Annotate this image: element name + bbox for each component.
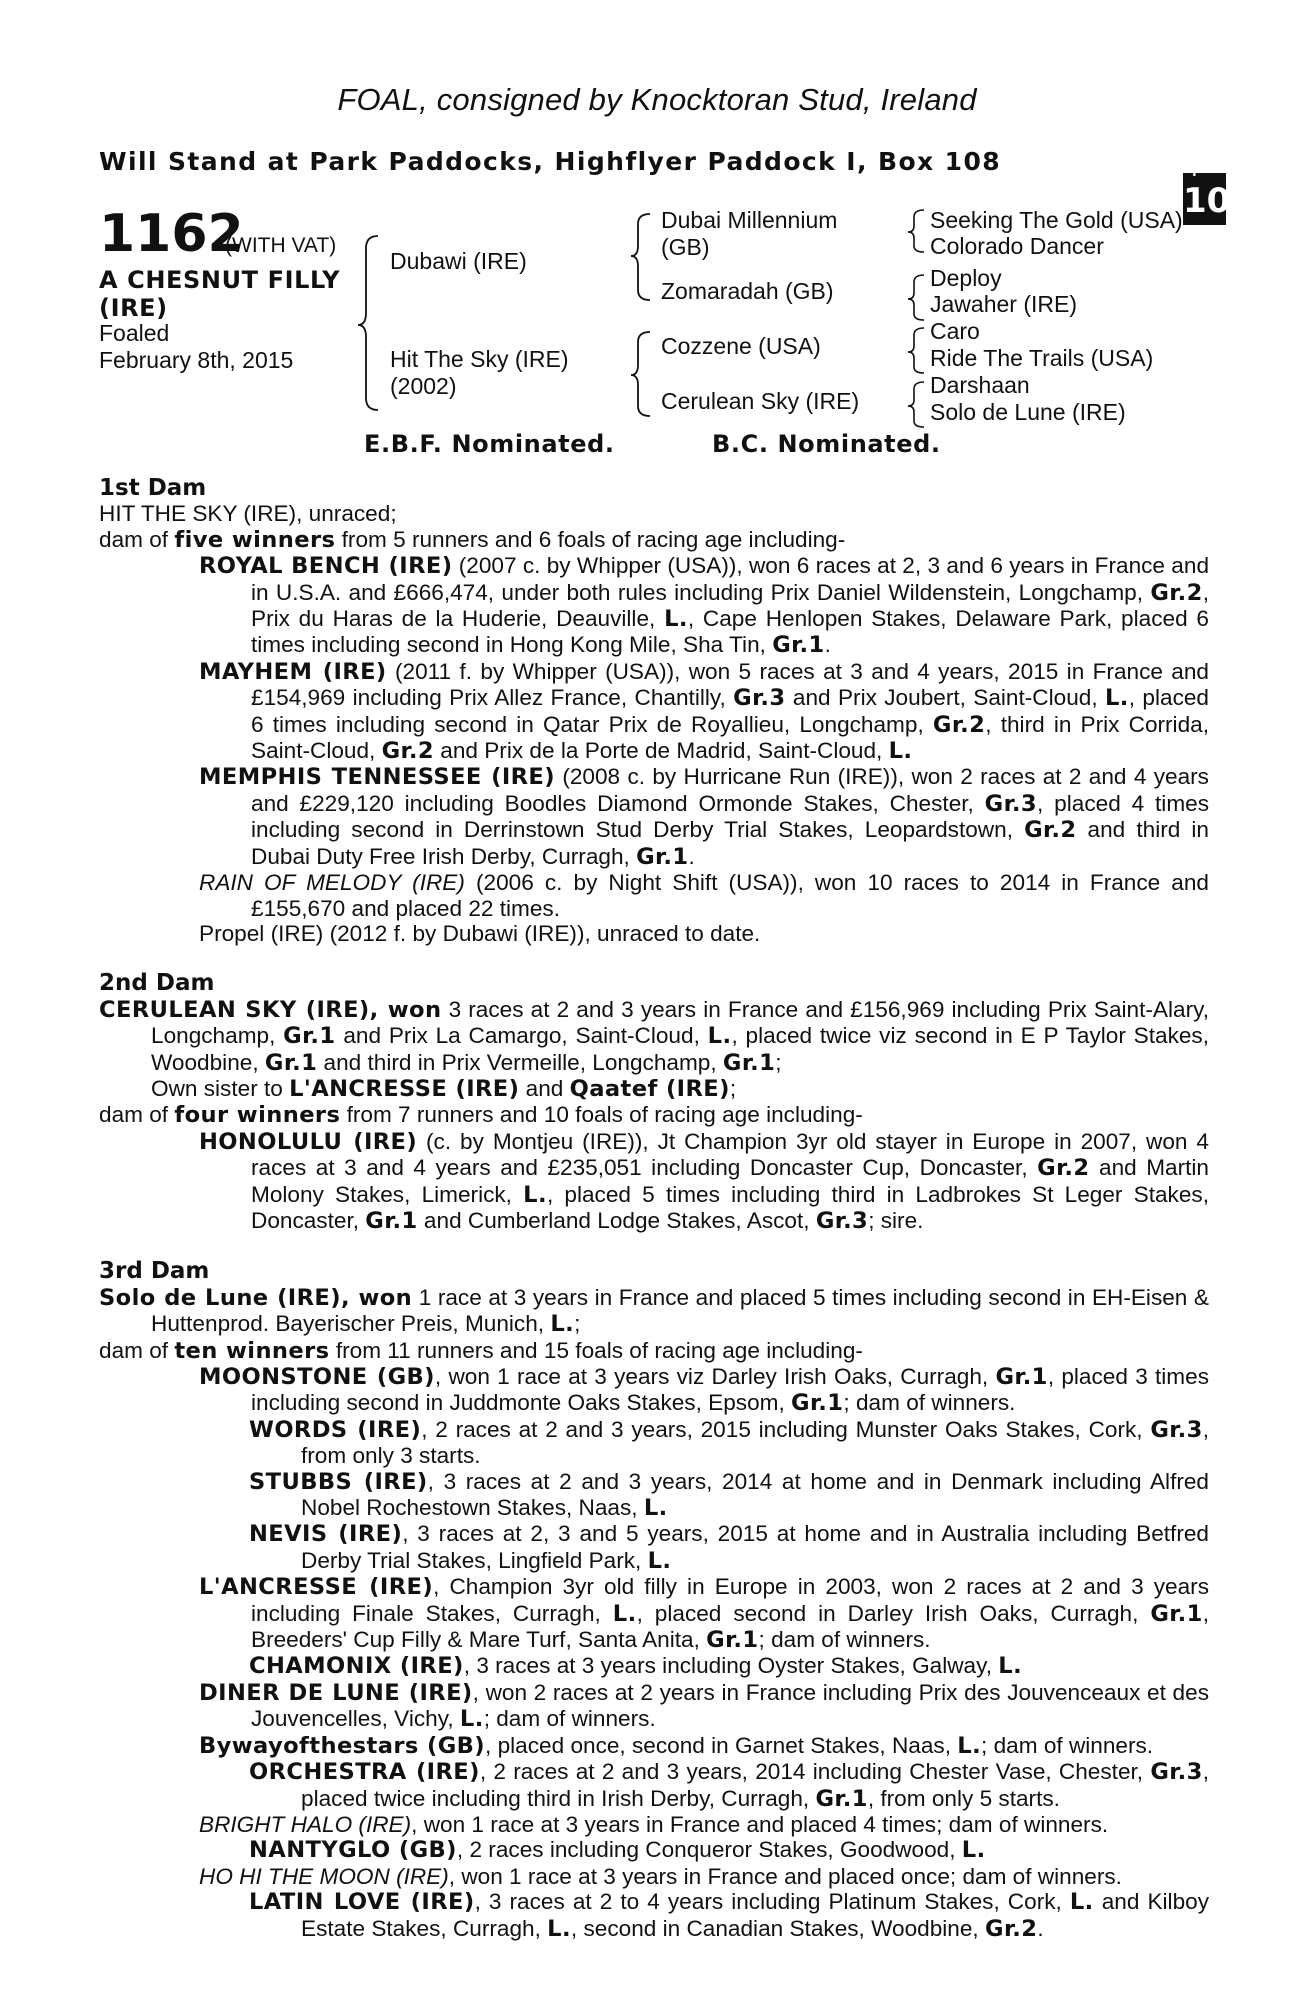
entry-text: , 2 races at 2 and 3 years, 2015 including Munster Oaks Stakes, Cork, [421,1416,1151,1442]
sister-end: ; [729,1075,737,1101]
ped-dam [390,346,569,400]
entry-text: , 3 races at 3 years including Oyster Stakes, Galway, [463,1653,999,1679]
grade: L. [612,1600,637,1627]
entry-text: , from only 3 starts. [301,1416,1209,1469]
produce-orchestra [99,1759,1209,1812]
ped-sire: Dubawi (IRE) [390,248,527,274]
second-dam-section [99,971,1209,1234]
entry-text: , placed 3 times including second in Juddmonte Oaks Stakes, Epsom, [251,1364,1209,1416]
grade: Gr.2 [932,711,986,738]
badge-plus: + [1186,157,1203,181]
grade: L. [647,1547,672,1574]
grade: L. [643,1495,668,1522]
produce-chamonix [99,1653,1209,1679]
entry-text: 3 races at 2 and 3 years in France and £156,969 including Prix Saint-Alary, Longchamp, [151,996,1209,1049]
entry-text: ; dam of winners. [758,1627,931,1653]
grade: Gr.1 [706,1627,759,1654]
entry-text: , won 2 races at 2 years in France including Prix des Jouvenceaux et des Jouvencelles, Vichy, [251,1679,1209,1732]
horse-name: Bywayofthestars (GB) [199,1732,486,1759]
produce-moonstone [99,1364,1209,1417]
ped-sds: Deploy [930,265,1002,291]
sister-name: L'ANCRESSE (IRE) [289,1075,520,1102]
produce-nevis [99,1521,1209,1574]
horse-name: BRIGHT HALO (IRE) [199,1811,412,1837]
produce-ho-hi-the-moon [99,1864,1209,1889]
entry-text: ; dam of winners. [981,1732,1154,1758]
horse-name: HO HI THE MOON (IRE) [199,1863,449,1889]
produce-stubbs [99,1469,1209,1522]
produce-rain-of-melody [99,870,1209,921]
entry-text: (c. by Montjeu (IRE)), Jt Champion 3yr old stayer in Europe in 2007, won 4 races at 3 and 4 years and £235,051 including Doncaster Cup, Doncaster, [251,1128,1209,1181]
produce-suffix: from 7 runners and 10 foals of racing age including- [340,1102,863,1128]
sister-name: Qaatef (IRE) [569,1075,730,1102]
produce-prefix: dam of [99,526,175,552]
entry-text: . [688,843,695,869]
produce-words [99,1417,1209,1469]
entry-text: 1 race at 3 years in France and placed 5 times including second in EH-Eisen & Huttenprod. Bayerischer Preis, Munich, [151,1284,1209,1337]
produce-royal-bench [99,553,1209,659]
horse-name-line1: A CHESNUT FILLY [99,266,341,294]
first-dam-produce-summary [99,527,1209,553]
produce-propel: Propel (IRE) (2012 f. by Dubawi (IRE)), unraced to date. [199,920,761,946]
entry-text: (2007 c. by Whipper (USA)), won 6 races at 2, 3 and 6 years in France and in U.S.A. and £666,474, under both rules including Prix Daniel Wildenstein, Longchamp, [251,553,1210,605]
produce-latin-love [99,1889,1209,1942]
entry-text: , placed second in Darley Irish Oaks, Curragh, [636,1600,1151,1626]
ped-dam-name: Hit The Sky (IRE) [390,346,569,372]
grade: Gr.1 [365,1207,418,1234]
horse-name-line2: (IRE) [99,294,168,322]
entry-text: , placed twice viz second in E P Taylor Stakes, Woodbine, [151,1023,1210,1075]
entry-text: and Kilboy Estate Stakes, Curragh, [301,1889,1209,1941]
entry-text: ; sire. [868,1207,924,1233]
entry-text: and third in Dubai Duty Free Irish Derby, Curragh, [251,817,1209,869]
horse-name: CHAMONIX (IRE) [249,1653,464,1680]
section-gap [99,1234,1209,1259]
bc-nominated: B.C. Nominated. [712,430,941,458]
grade: Gr.2 [1037,1155,1090,1182]
grade: Gr.1 [995,1364,1048,1390]
horse-name: LATIN LOVE (IRE) [249,1889,475,1916]
produce-count: ten winners [174,1337,330,1364]
grade: Gr.1 [815,1785,868,1812]
entry-text: ; dam of winners. [483,1706,656,1732]
grade: Gr.1 [772,632,825,659]
grade: Gr.1 [636,843,689,870]
entry-text: , Champion 3yr old filly in Europe in 2003, won 2 races at 2 and 3 years including Finale Stakes, Curragh, [251,1574,1209,1626]
foaled-date: February 8th, 2015 [99,347,294,373]
grade: Gr.2 [381,738,434,765]
entry-text: , placed 4 times including second in Derrinstown Stud Derby Trial Stakes, Leopardstown, [251,790,1210,843]
produce-bywayofthestars [99,1733,1209,1759]
grade: Gr.1 [791,1390,844,1417]
won-label: , won [340,1284,413,1311]
second-dam-produce-summary [99,1102,1209,1128]
horse-name: ROYAL BENCH (IRE) [199,553,453,580]
grade: Gr.2 [1150,579,1203,606]
third-dam-produce-summary [99,1338,1209,1364]
entry-text: ; dam of winners. [843,1390,1016,1416]
produce-count: four winners [174,1102,341,1129]
ped-sss: Seeking The Gold (USA) [930,207,1183,233]
sister-and: and [519,1075,570,1101]
grade: L. [459,1706,484,1733]
produce-honolulu [99,1129,1209,1235]
entry-text: and Cumberland Lodge Stakes, Ascot, [417,1207,816,1233]
entry-text: (2008 c. by Hurricane Run (IRE)), won 2 races at 2 and 4 years and £229,120 including Boodles Diamond Ormonde Stakes, Chester, [251,764,1209,816]
entry-text: ; [574,1311,581,1337]
entry-text: , Cape Henlopen Stakes, Delaware Park, placed 6 times including second in Hong Kong Mile, Sha Tin, [251,606,1209,658]
first-dam-line1: HIT THE SKY (IRE), unraced; [99,501,397,527]
horse-name: Solo de Lune (IRE) [99,1284,341,1311]
ped-dsd: Ride The Trails (USA) [930,345,1154,371]
horse-name: HONOLULU (IRE) [199,1128,418,1155]
lot-number: 1162 [99,204,244,264]
grade: L. [1069,1889,1094,1916]
horse-name: NANTYGLO (GB) [249,1837,457,1864]
horse-name: DINER DE LUNE (IRE) [199,1679,473,1706]
entry-text: (2011 f. by Whipper (USA)), won 5 races at 3 and 4 years, 2015 in France and £154,969 including Prix Allez France, Chantilly, [251,658,1209,711]
horse-name: CERULEAN SKY (IRE) [99,996,370,1023]
grade: L. [550,1311,575,1338]
entry-text: , Prix du Haras de la Huderie, Deauville, [251,579,1209,632]
produce-nantyglo [99,1837,1209,1863]
entry-text: and third in Prix Vermeille, Longchamp, [317,1049,723,1075]
entry-text: , won 1 race at 3 years viz Darley Irish Oaks, Curragh, [434,1364,996,1389]
grade: L. [888,738,913,765]
entry-text: ; [775,1049,782,1075]
entry-text: . [824,632,831,658]
entry-text: , from only 5 starts. [867,1785,1060,1811]
horse-name: MAYHEM (IRE) [199,658,387,685]
entry-text: and Prix La Camargo, Saint-Cloud, [335,1023,708,1049]
produce-prefix: dam of [99,1337,175,1363]
entry-text: . [1037,1915,1044,1941]
grade: Gr.3 [984,790,1038,817]
produce-mayhem [99,659,1209,765]
stand-location: Will Stand at Park Paddocks, Highflyer Paddock I, Box 108 [99,147,1002,176]
entry-text: and Prix Joubert, Saint-Cloud, [785,685,1105,711]
foaled-label: Foaled [99,320,170,346]
entry-text: and Prix de la Porte de Madrid, Saint-Cloud, [433,738,889,764]
produce-suffix: from 5 runners and 6 foals of racing age including- [335,526,846,552]
horse-name: STUBBS (IRE) [249,1468,428,1495]
grade: L. [664,606,688,633]
grade: Gr.2 [985,1915,1038,1942]
grade: L. [961,1837,986,1864]
grade: Gr.1 [1150,1600,1203,1627]
ebf-nominated: E.B.F. Nominated. [364,430,615,458]
ped-dam-dam: Cerulean Sky (IRE) [661,388,860,414]
grade: Gr.1 [722,1049,776,1076]
entry-text: , placed twice including third in Irish Derby, Curragh, [301,1759,1209,1811]
sister-prefix: Own sister to [151,1075,290,1101]
produce-suffix: from 11 runners and 15 foals of racing age including- [329,1337,863,1363]
ped-dss: Caro [930,318,980,344]
horse-name: WORDS (IRE) [249,1416,422,1443]
grade: L. [957,1732,982,1759]
produce-diner-de-lune [99,1680,1209,1733]
badge-number: 10 [1183,181,1231,221]
ped-sire-sire [661,207,837,261]
grade: Gr.3 [815,1207,869,1234]
grade: Gr.1 [264,1049,318,1076]
produce-prefix: dam of [99,1102,175,1128]
ped-sdd: Jawaher (IRE) [930,291,1077,317]
first-dam-heading: 1st Dam [99,475,207,501]
produce-memphis-tennessee [99,764,1209,870]
entry-text: , placed 5 times including third in Ladbrokes St Leger Stakes, Doncaster, [251,1181,1209,1233]
third-dam-heading: 3rd Dam [99,1258,210,1285]
entry-text: , 3 races at 2, 3 and 5 years, 2015 at home and in Australia including Betfred Derby Trial Stakes, Lingfield Park, [301,1521,1209,1573]
grade: Gr.3 [1150,1759,1203,1786]
won-label: , won [369,996,442,1023]
grade: Gr.1 [283,1023,336,1050]
horse-name: MOONSTONE (GB) [199,1364,435,1390]
section-gap [99,946,1209,971]
entry-text: , won 1 race at 3 years in France and placed 4 times; dam of winners. [411,1811,1109,1837]
ped-sire-sire-line2: (GB) [661,234,710,260]
horse-name: ORCHESTRA (IRE) [249,1759,480,1786]
entry-text: , second in Canadian Stakes, Woodbine, [570,1915,985,1941]
first-dam-section [99,476,1209,946]
horse-name: L'ANCRESSE (IRE) [199,1574,434,1601]
ped-ssd: Colorado Dancer [930,233,1104,259]
entry-text: , Breeders' Cup Filly & Mare Turf, Santa Anita, [251,1600,1209,1653]
third-dam-record [99,1285,1209,1338]
entry-text: , placed 6 times including second in Qatar Prix de Royallieu, Longchamp, [251,685,1209,737]
grade: L. [998,1653,1023,1680]
ped-sire-sire-line1: Dubai Millennium [661,207,838,233]
ped-dam-year: (2002) [390,373,457,399]
grade: L. [1104,685,1129,712]
grade: L. [547,1915,571,1942]
horse-name: RAIN OF MELODY (IRE) [199,870,465,896]
third-dam-section [99,1259,1209,1942]
entry-text: , third in Prix Corrida, Saint-Cloud, [251,711,1209,764]
grade: Gr.2 [1024,817,1077,844]
grade: L. [523,1181,547,1208]
entry-text: , 2 races at 2 and 3 years, 2014 including Chester Vase, Chester, [479,1759,1151,1785]
produce-bright-halo [99,1812,1209,1837]
ped-dam-sire: Cozzene (USA) [661,333,821,359]
lot-vat: (WITH VAT) [225,234,337,257]
ped-sire-dam: Zomaradah (GB) [661,278,834,304]
second-dam-record [99,997,1209,1103]
entry-text: , placed once, second in Garnet Stakes, Naas, [485,1732,958,1758]
entry-text: , won 1 race at 3 years in France and placed once; dam of winners. [448,1863,1122,1889]
entry-text: , 3 races at 2 and 3 years, 2014 at home and in Denmark including Alfred Nobel Rochestown Stakes, Naas, [301,1468,1209,1521]
catalogue-body [99,476,1209,1942]
grade: Gr.3 [1150,1416,1203,1443]
produce-count: five winners [174,526,336,553]
produce-lancresse [99,1574,1209,1653]
grade: L. [707,1023,732,1050]
grade: Gr.3 [733,685,786,712]
entry-text: and Martin Molony Stakes, Limerick, [251,1155,1209,1207]
entry-text: (2006 c. by Night Shift (USA)), won 10 races to 2014 in France and £155,670 and placed 22 times. [251,870,1209,921]
ped-dds: Darshaan [930,372,1030,398]
horse-name: NEVIS (IRE) [249,1521,403,1548]
consignor-heading: FOAL, consigned by Knocktoran Stud, Ireland [337,82,977,117]
entry-text: , 3 races at 2 to 4 years including Platinum Stakes, Cork, [474,1889,1070,1915]
ped-ddd: Solo de Lune (IRE) [930,399,1126,425]
second-dam-heading: 2nd Dam [99,970,215,997]
entry-text: , 2 races including Conqueror Stakes, Goodwood, [456,1837,962,1863]
horse-name: MEMPHIS TENNESSEE (IRE) [199,764,555,791]
